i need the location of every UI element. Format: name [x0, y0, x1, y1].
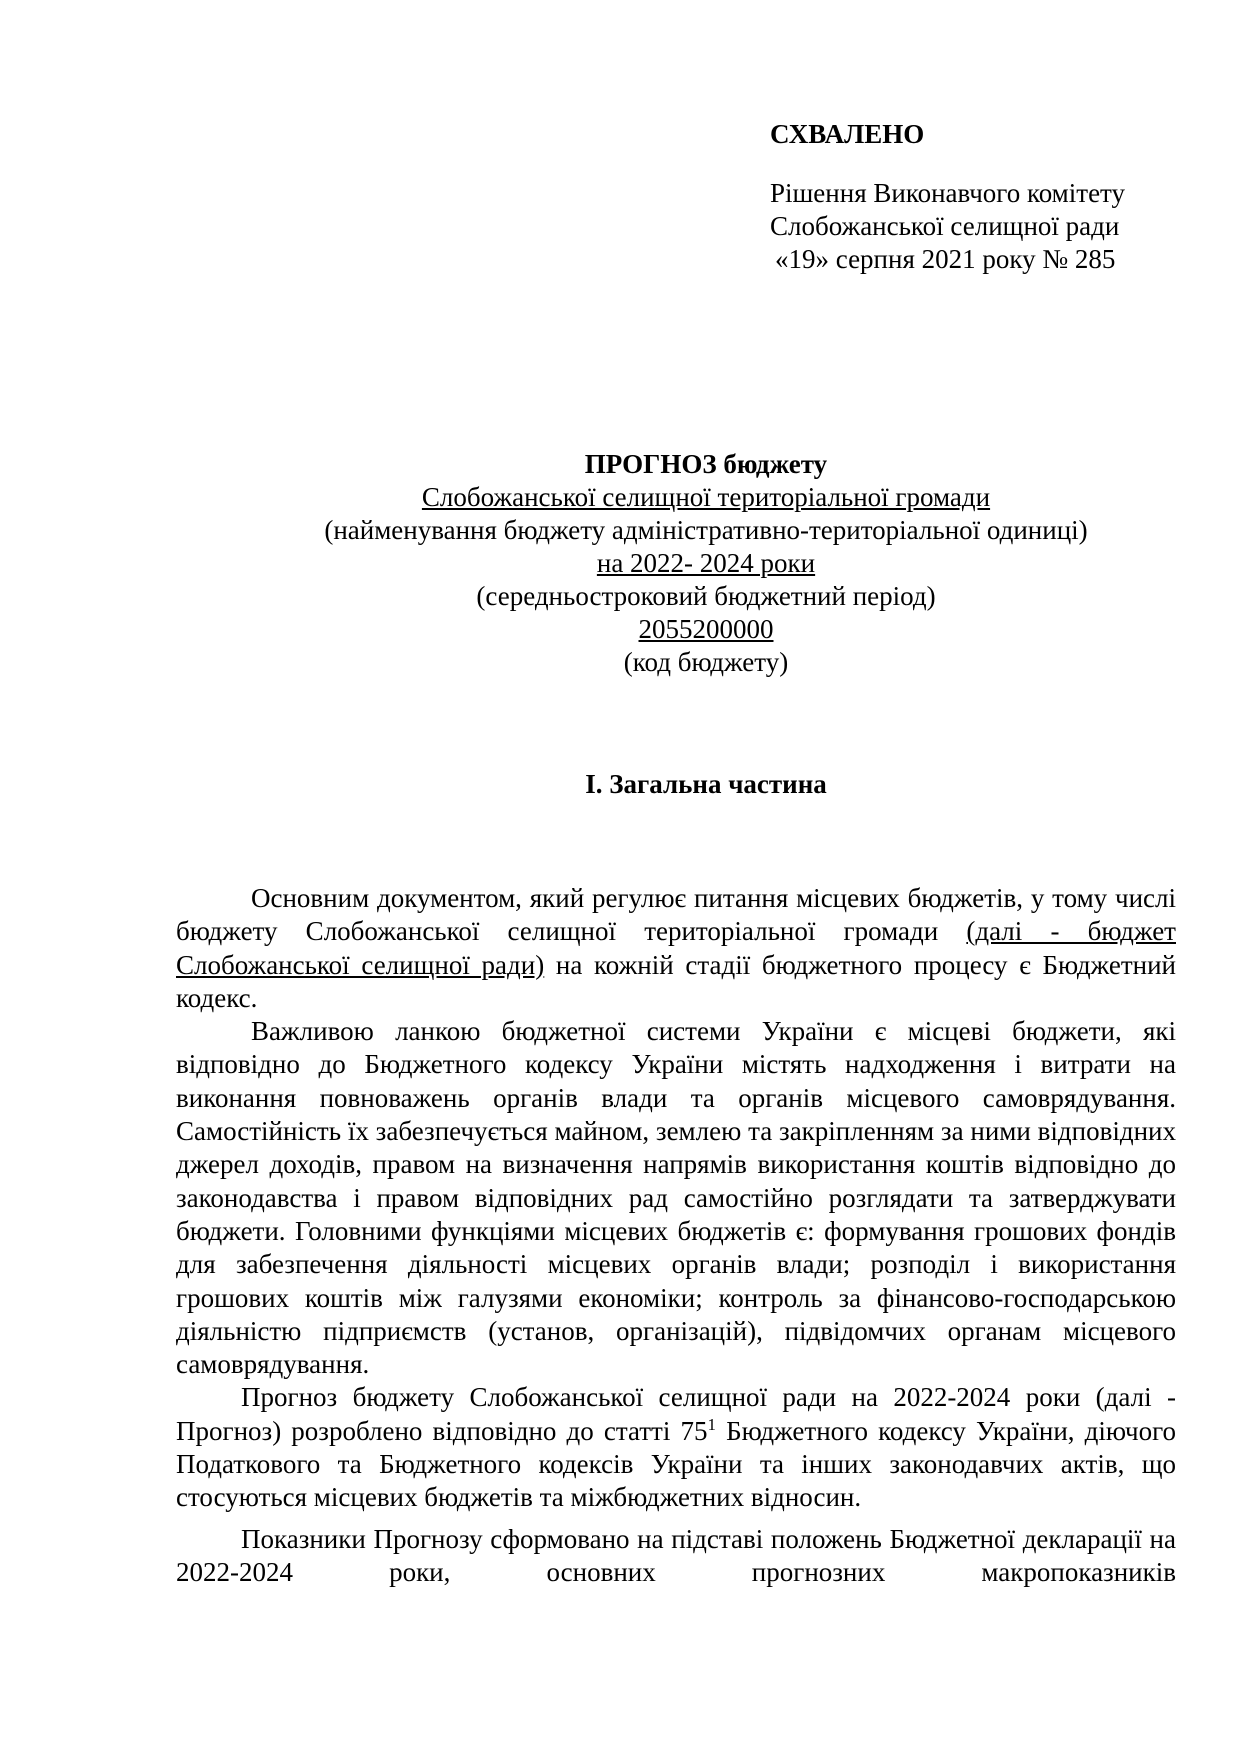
document-title: ПРОГНОЗ бюджету [584, 449, 828, 479]
approval-date-line: «19» серпня 2021 року № 285 [775, 244, 1116, 274]
paragraph-1-underlined: (далі - бюджет Слобожанської селищної ради) [176, 916, 1176, 980]
budget-code: 2055200000 [638, 614, 774, 644]
budget-period-caption: (середньостроковий бюджетний період) [476, 581, 936, 611]
section-heading: I. Загальна частина [585, 769, 827, 799]
paragraph-3-text-start: Прогноз бюджету Слобожанської селищної ради на 2022-2024 роки (далі - Прогноз) розроблено відповідно до статті 75 [176, 1382, 1176, 1446]
paragraph-4: Показники Прогнозу сформовано на підставі положень Бюджетної декларації на 2022-2024 роки, основних прогнозних макропоказників [176, 1523, 1176, 1587]
paragraph-1 [176, 882, 1176, 1015]
document-body [176, 882, 1176, 1589]
approval-decision-line: Рішення Виконавчого комітету [770, 178, 1125, 208]
paragraph-2: Важливою ланкою бюджетної системи України є місцеві бюджети, які відповідно до Бюджетного кодексу України містять надходження і витрати на виконання повноважень органів влади та органів місцевого самоврядування. Самостійність їх забезпечується майном, землею та закріпленням за ними відповідних джерел доходів, правом на визначення напрямів використання коштів відповідно до законодавства і правом відповідних рад самостійно розглядати та затверджувати бюджети. Головними функціями місцевих бюджетів є: формування грошових фондів для забезпечення діяльності місцевих органів влади; розподіл і використання грошових коштів між галузями економіки; контроль за фінансово-господарською діяльністю підприємств (установ, організацій), підвідомчих органам місцевого самоврядування. [176, 1016, 1176, 1380]
budget-name-caption: (найменування бюджету адміністративно-територіальної одиниці) [324, 515, 1088, 545]
approval-stamp: СХВАЛЕНО [770, 119, 925, 149]
budget-name: Слобожанської селищної територіальної громади [421, 482, 991, 512]
document-title-block [176, 448, 1236, 679]
paragraph-1-text-end: на кожній стадії бюджетного процесу є Бюджетний кодекс. [176, 949, 1176, 1013]
approval-block [770, 118, 1210, 276]
paragraph-1-text-start: Основним документом, який регулює питання місцевих бюджетів, у тому числі бюджету Слобожанської селищної територіальної громади [176, 883, 1176, 947]
paragraph-3-text-end: Бюджетного кодексу України, діючого Податкового та Бюджетного кодексів України та інших законодавчих актів, що стосуються місцевих бюджетів та міжбюджетних відносин. [176, 1415, 1176, 1513]
article-superscript: 1 [707, 1414, 716, 1434]
paragraph-3 [176, 1381, 1176, 1514]
approval-council-line: Слобожанської селищної ради [770, 211, 1120, 241]
budget-period: на 2022- 2024 роки [596, 548, 816, 578]
budget-code-caption: (код бюджету) [623, 647, 789, 677]
